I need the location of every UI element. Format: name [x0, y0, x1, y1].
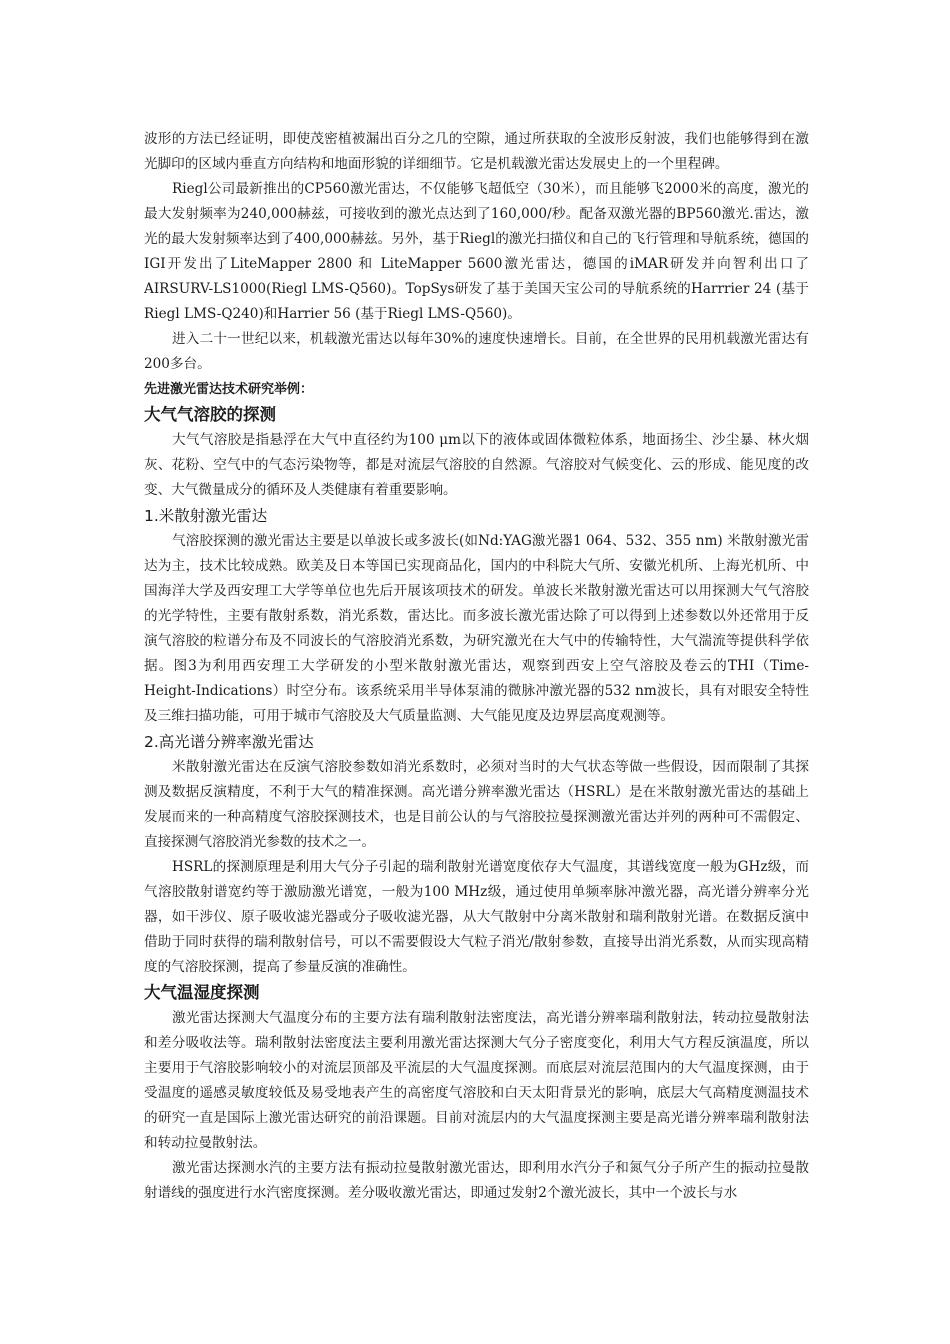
paragraph-growth: 进入二十一世纪以来，机载激光雷达以每年30%的速度快速增长。目前，在全世界的民用机载激光雷达有200多台。 — [144, 331, 809, 372]
paragraph-fullwave: 波形的方法已经证明，即使茂密植被漏出百分之几的空隙，通过所获取的全波形反射波，我们也能够得到在激光脚印的区域内垂直方向结构和地面形貌的详细细节。它是机载激光雷达发展史上的一个里程碑。 — [144, 131, 809, 172]
document-page — [144, 127, 809, 1206]
paragraph-aerosol-intro: 大气气溶胶是指悬浮在大气中直径约为100 μm以下的液体或固体微粒体系，地面扬尘、沙尘暴、林火烟灰、花粉、空气中的气态污染物等，都是对流层气溶胶的自然源。气溶胶对气候变化、云的形成、能见度的改变、大气微量成分的循环及人类健康有着重要影响。 — [144, 432, 809, 498]
paragraph-riegl: Riegl公司最新推出的CP560激光雷达，不仅能够飞超低空（30米），而且能够飞2000米的高度，激光的最大发射频率为240,000赫兹，可接收到的激光点达到了160,000/秒。配备双激光器的BP560激光.雷达，激光的最大发射频率达到了400,000赫兹。另外，基于Riegl的激光扫描仪和自己的飞行管理和导航系统，德国的IGI开发出了LiteMapper 2800 和 LiteMapper 5600激光雷达，德国的iMAR研发并向智利出口了 AIRSURV-LS1000(Riegl LMS-Q560)。TopSys研发了基于美国天宝公司的导航系统的Harrrier 24 (基于Riegl LMS-Q240)和Harrier 56 (基于Riegl LMS-Q560)。 — [144, 181, 809, 322]
heading-aerosol: 大气气溶胶的探测 — [144, 405, 276, 424]
heading-hsrl: 2.高光谱分辨率激光雷达 — [144, 733, 314, 751]
section-label-examples: 先进激光雷达技术研究举例： — [144, 382, 314, 397]
paragraph-temperature: 激光雷达探测大气温度分布的主要方法有瑞利散射法密度法，高光谱分辨率瑞利散射法，转动拉曼散射法和差分吸收法等。瑞利散射法密度法主要利用激光雷达探测大气分子密度变化，利用大气方程反演温度，所以主要用于气溶胶影响较小的对流层顶部及平流层的大气温度探测。而底层对流层范围内的大气温度探测，由于受温度的遥感灵敏度较低及易受地表产生的高密度气溶胶和白天太阳背景光的影响，底层大气高精度测温技术的研究一直是国际上激光雷达研究的前沿课题。目前对流层内的大气温度探测主要是高光谱分辨率瑞利散射法和转动拉曼散射法。 — [144, 1010, 809, 1151]
heading-mie-lidar: 1.米散射激光雷达 — [144, 507, 268, 525]
heading-temperature-humidity: 大气温湿度探测 — [144, 983, 260, 1002]
paragraph-hsrl-intro: 米散射激光雷达在反演气溶胶参数如消光系数时，必须对当时的大气状态等做一些假设，因而限制了其探测及数据反演精度，不利于大气的精准探测。高光谱分辨率激光雷达（HSRL）是在米散射激光雷达的基础上发展而来的一种高精度气溶胶探测技术，也是目前公认的与气溶胶拉曼探测激光雷达并列的两种可不需假定、直接探测气溶胶消光参数的技术之一。 — [144, 759, 809, 850]
paragraph-hsrl-principle: HSRL的探测原理是利用大气分子引起的瑞利散射光谱宽度依存大气温度，其谱线宽度一般为GHz级，而气溶胶散射谱宽约等于激励激光谱宽，一般为100 MHz级，通过使用单频率脉冲激光器，高光谱分辨率分光器，如干涉仪、原子吸收滤光器或分子吸收滤光器，从大气散射中分离米散射和瑞利散射光谱。在数据反演中借助于同时获得的瑞利散射信号，可以不需要假设大气粒子消光/散射参数，直接导出消光系数，从而实现高精度的气溶胶探测，提高了参量反演的准确性。 — [144, 859, 809, 975]
paragraph-water-vapor: 激光雷达探测水汽的主要方法有振动拉曼散射激光雷达，即利用水汽分子和氮气分子所产生的振动拉曼散射谱线的强度进行水汽密度探测。差分吸收激光雷达，即通过发射2个激光波长，其中一个波长与水 — [144, 1160, 809, 1201]
paragraph-mie-lidar: 气溶胶探测的激光雷达主要是以单波长或多波长(如Nd:YAG激光器1 064、532、355 nm) 米散射激光雷达为主，技术比较成熟。欧美及日本等国已实现商品化，国内的中科院大气所、安徽光机所、上海光机所、中国海洋大学及西安理工大学等单位也先后开展该项技术的研发。单波长米散射激光雷达可以用探测大气气溶胶的光学特性，主要有散射系数，消光系数，雷达比。而多波长激光雷达除了可以得到上述参数以外还常用于反演气溶胶的粒谱分布及不同波长的气溶胶消光系数，为研究激光在大气中的传输特性，大气湍流等提供科学依据。图3为利用西安理工大学研发的小型米散射激光雷达，观察到西安上空气溶胶及卷云的THI（Time-Height-Indications）时空分布。该系统采用半导体泵浦的微脉冲激光器的532 nm波长，具有对眼安全特性及三维扫描功能，可用于城市气溶胶及大气质量监测、大气能见度及边界层高度观测等。 — [144, 533, 809, 724]
